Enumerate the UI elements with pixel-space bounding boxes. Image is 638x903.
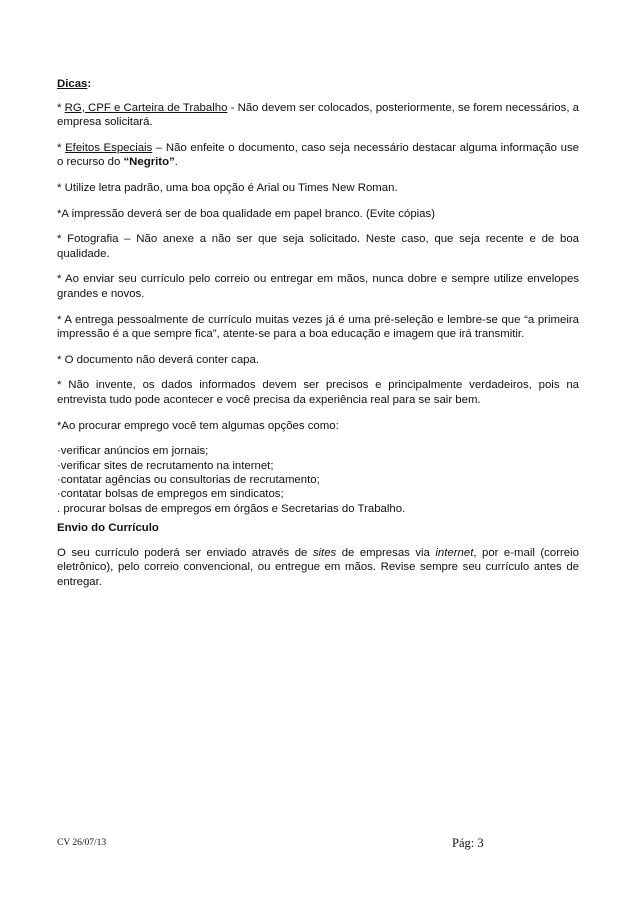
tip-paragraph: * O documento não deverá conter capa. (57, 353, 259, 366)
envio-text: O seu currículo poderá ser enviado através de (57, 546, 313, 559)
tip-prefix: * (57, 141, 66, 154)
footer-date: CV 26/07/13 (57, 838, 107, 848)
tip-underlined-term: RG, CPF e Carteira de Trabalho (64, 101, 228, 114)
tip-paragraph: *A impressão deverá ser de boa qualidade em papel branco. (Evite cópias) (57, 207, 436, 220)
tip-paragraph (57, 141, 579, 170)
envio-paragraph (57, 546, 579, 590)
tip-underlined-term: Efeitos Especiais (65, 141, 153, 154)
envio-text: , por e-mail (correio eletrônico), pelo correio convencional, ou entregue em mãos. Revise sempre seu currículo antes de entregar. (57, 546, 580, 588)
list-item: ·verificar anúncios em jornais; (57, 445, 209, 458)
envio-italic-term: sites (312, 546, 337, 559)
tip-end: . (174, 156, 178, 169)
tip-text: – Não enfeite o documento, caso seja necessário destacar alguma informação use o recurso do (57, 141, 579, 169)
tip-paragraph: *Ao procurar emprego você tem algumas opções como: (57, 419, 339, 432)
tip-prefix: * (57, 101, 65, 114)
envio-italic-term: internet (435, 546, 474, 559)
envio-heading: Envio do Currículo (57, 522, 159, 535)
list-item: ·contatar agências ou consultorias de recrutamento; (57, 473, 320, 486)
list-item: ·verificar sites de recrutamento na internet; (57, 459, 274, 472)
envio-text: de empresas via (336, 546, 436, 559)
list-item: . procurar bolsas de empregos em órgãos e Secretarias do Trabalho. (57, 502, 406, 515)
tip-paragraph: * Ao enviar seu currículo pelo correio ou entregar em mãos, nunca dobre e sempre utilize envelopes grandes e novos. (57, 273, 579, 300)
list-item: ·contatar bolsas de empregos em sindicatos; (57, 488, 284, 501)
dicas-heading (57, 77, 579, 92)
dicas-colon: : (87, 78, 92, 90)
document-page (57, 77, 579, 601)
tip-bold-term: “Negrito” (123, 156, 175, 169)
tip-paragraph: * Fotografia – Não anexe a não ser que seja solicitado. Neste caso, que seja recente e de boa qualidade. (57, 233, 579, 260)
page-number: Pág: 3 (452, 836, 484, 850)
tip-paragraph: * Utilize letra padrão, uma boa opção é Arial ou Times New Roman. (57, 181, 398, 194)
tip-paragraph: * A entrega pessoalmente de currículo muitas vezes já é uma pré-seleção e lembre-se que “a primeira impressão é a que sempre fica”, atente-se para a boa educação e imagem que irá transmitir. (57, 313, 579, 341)
options-list (57, 444, 579, 516)
tip-paragraph: * Não invente, os dados informados devem ser precisos e principalmente verdadeiros, pois na entrevista tudo pode acontecer e você precisa da experiência real para se sair bem. (57, 379, 579, 406)
tip-text: - Não devem ser colocados, posteriormente, se forem necessários, a empresa solicitará. (57, 101, 580, 129)
dicas-title: Dicas (57, 78, 88, 90)
tip-paragraph (57, 101, 579, 130)
